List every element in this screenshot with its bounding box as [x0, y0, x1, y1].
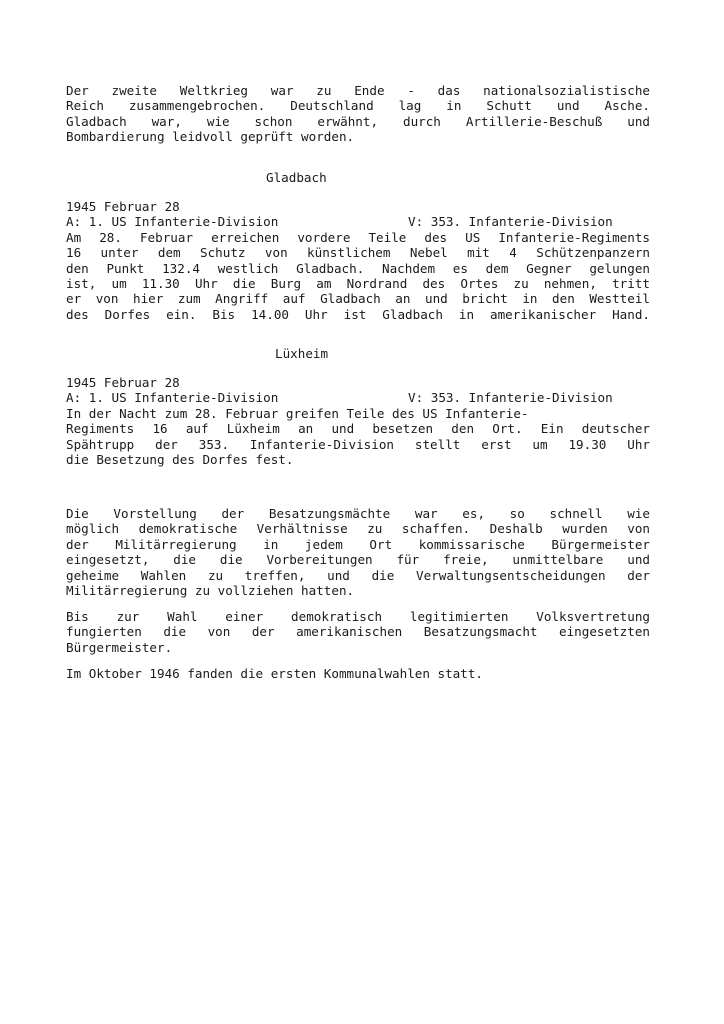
besatzung-line: Militärregierung zu vollziehen hatten. — [66, 583, 355, 599]
section-gladbach — [66, 199, 650, 322]
luexheim-line: In der Nacht zum 28. Februar greifen Teile des US Infanterie- — [66, 405, 529, 421]
gladbach-line: 16 unter dem Schutz von künstlichem Nebel mit 4 Schützenpanzern — [66, 245, 650, 261]
besatzung-line: möglich demokratische Verhältnisse zu schaffen. Deshalb wurden von — [66, 521, 650, 537]
intro-line: Der zweite Weltkrieg war zu Ende - das nationalsozialistische — [66, 83, 650, 98]
gladbach-line: Am 28. Februar erreichen vordere Teile des US Infanterie-Regiments — [66, 229, 650, 245]
defender-label: V: 353. Infanterie-Division — [408, 390, 613, 406]
intro-line: Reich zusammengebrochen. Deutschland lag in Schutt und Asche. — [66, 98, 650, 114]
besatzung-line: eingesetzt, die die Vorbereitungen für freie, unmittelbare und — [66, 552, 650, 568]
defender-label: V: 353. Infanterie-Division — [408, 214, 613, 230]
forces-row — [66, 390, 650, 405]
section-heading-gladbach: Gladbach — [266, 170, 327, 185]
intro-paragraph — [66, 83, 650, 145]
gladbach-line: den Punkt 132.4 westlich Gladbach. Nachdem es dem Gegner gelungen — [66, 260, 650, 276]
gladbach-line: des Dorfes ein. Bis 14.00 Uhr ist Gladbach in amerikanischer Hand. — [66, 306, 650, 322]
section-date: 1945 Februar 28 — [66, 375, 180, 390]
luexheim-line: die Besetzung des Dorfes fest. — [66, 452, 294, 468]
oktober-line: Im Oktober 1946 fanden die ersten Kommunalwahlen statt. — [66, 666, 484, 681]
wahl-line: fungierten die von der amerikanischen Besatzungsmacht eingesetzten — [66, 624, 650, 640]
section-luexheim — [66, 375, 650, 467]
intro-line: Gladbach war, wie schon erwähnt, durch Artillerie-Beschuß und — [66, 113, 650, 129]
luexheim-line: Spähtrupp der 353. Infanterie-Division stellt erst um 19.30 Uhr — [66, 436, 650, 452]
besatzung-line: Die Vorstellung der Besatzungsmächte war es, so schnell wie — [66, 506, 650, 521]
attacker-label: A: 1. US Infanterie-Division — [66, 390, 279, 406]
attacker-label: A: 1. US Infanterie-Division — [66, 214, 279, 230]
gladbach-line: er von hier zum Angriff auf Gladbach an und bricht in den Westteil — [66, 291, 650, 307]
gladbach-line: ist, um 11.30 Uhr die Burg am Nordrand des Ortes zu nehmen, tritt — [66, 276, 650, 292]
section-date: 1945 Februar 28 — [66, 199, 180, 214]
section-heading-luexheim: Lüxheim — [275, 346, 329, 361]
forces-row — [66, 214, 650, 229]
besatzung-line: geheime Wahlen zu treffen, und die Verwaltungsentscheidungen der — [66, 567, 650, 583]
wahl-line: Bürgermeister. — [66, 639, 173, 655]
intro-line: Bombardierung leidvoll geprüft worden. — [66, 129, 355, 145]
besatzung-line: der Militärregierung in jedem Ort kommissarische Bürgermeister — [66, 536, 650, 552]
paragraph-oktober — [66, 666, 650, 681]
wahl-line: Bis zur Wahl einer demokratisch legitimierten Volksvertretung — [66, 609, 650, 624]
paragraph-besatzung — [66, 506, 650, 598]
luexheim-line: Regiments 16 auf Lüxheim an und besetzen den Ort. Ein deutscher — [66, 421, 650, 437]
paragraph-wahl — [66, 609, 650, 655]
